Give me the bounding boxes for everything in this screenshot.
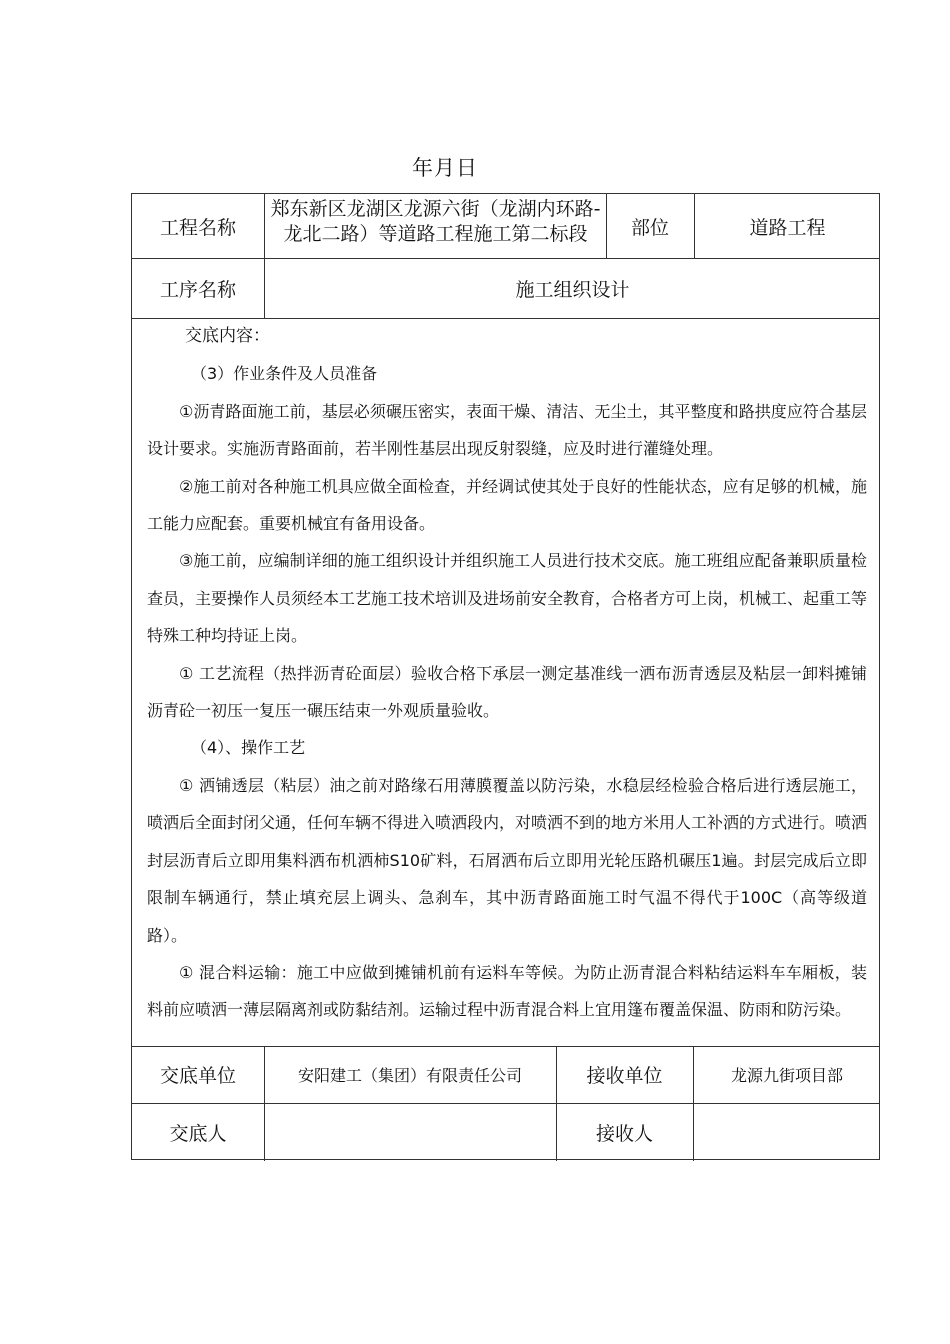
project-name-value: 郑东新区龙湖区龙源六街（龙湖内环路-龙北二路）等道路工程施工第二标段 xyxy=(270,198,601,245)
paragraph-4: ① 工艺流程（热拌沥青砼面层）验收合格下承层一测定基准线一洒布沥青透层及粘层一卸料摊铺沥青砼一初压一复压一碾压结束一外观质量验收。 xyxy=(147,663,867,721)
handover-person-label: 交底人 xyxy=(169,1122,227,1145)
handover-table xyxy=(131,193,880,1160)
date-line: 年月日 xyxy=(412,156,478,180)
handover-unit-value: 安阳建工（集团）有限责任公司 xyxy=(297,1066,522,1085)
section-3-title: （3）作业条件及人员准备 xyxy=(191,364,378,384)
process-name-value: 施工组织设计 xyxy=(515,278,630,301)
paragraph-5: ① 洒铺透层（粘层）油之前对路缘石用薄膜覆盖以防污染，水稳层经检验合格后进行透层施工，喷洒后全面封闭父通，任何车辆不得进入喷洒段内，对喷洒不到的地方米用人工补洒的方式进行。喷洒封层沥青后立即用集料洒布机洒柿S10矿料，石屑洒布后立即用光轮压路机碾压1遍。封层完成后立即限制车辆通行，禁止填充层上调头、急刹车，其中沥青路面施工时气温不得代于100C（高等级道路）。 xyxy=(147,775,868,945)
part-label: 部位 xyxy=(630,216,669,239)
handover-content xyxy=(147,318,867,1029)
part-value: 道路工程 xyxy=(749,216,826,239)
paragraph-2: ②施工前对各种施工机具应做全面检查，并经调试使其处于良好的性能状态，应有足够的机械，施工能力应配套。重要机械宜有备用设备。 xyxy=(147,476,867,534)
process-name-label: 工序名称 xyxy=(159,278,236,301)
paragraph-1: ①沥青路面施工前，基层必须碾压密实，表面干燥、清洁、无尘土，其平整度和路拱度应符合基层设计要求。实施沥青路面前，若半刚性基层出现反射裂缝，应及时进行灌缝处理。 xyxy=(147,401,867,459)
paragraph-6: ① 混合料运输：施工中应做到摊铺机前有运料车等候。为防止沥青混合料粘结运料车车厢板，装料前应喷洒一薄层隔离剂或防黏结剂。运输过程中沥青混合料上宜用篷布覆盖保温、防雨和防污染。 xyxy=(147,962,867,1020)
handover-unit-label: 交底单位 xyxy=(159,1065,236,1087)
project-name-label: 工程名称 xyxy=(159,216,236,239)
section-4-title: （4）、操作工艺 xyxy=(191,738,306,758)
receiver-label: 接收人 xyxy=(595,1122,653,1145)
paragraph-3: ③施工前，应编制详细的施工组织设计并组织施工人员进行技术交底。施工班组应配备兼职质量检查员，主要操作人员须经本工艺施工技术培训及进场前安全教育，合格者方可上岗，机械工、起重工等特殊工种均持证上岗。 xyxy=(147,551,868,646)
receiving-unit-label: 接收单位 xyxy=(586,1065,663,1087)
handover-person-field[interactable] xyxy=(264,1103,556,1161)
receiver-field[interactable] xyxy=(693,1103,881,1161)
content-intro: 交底内容： xyxy=(185,326,270,346)
receiving-unit-value: 龙源九街项目部 xyxy=(730,1066,843,1085)
